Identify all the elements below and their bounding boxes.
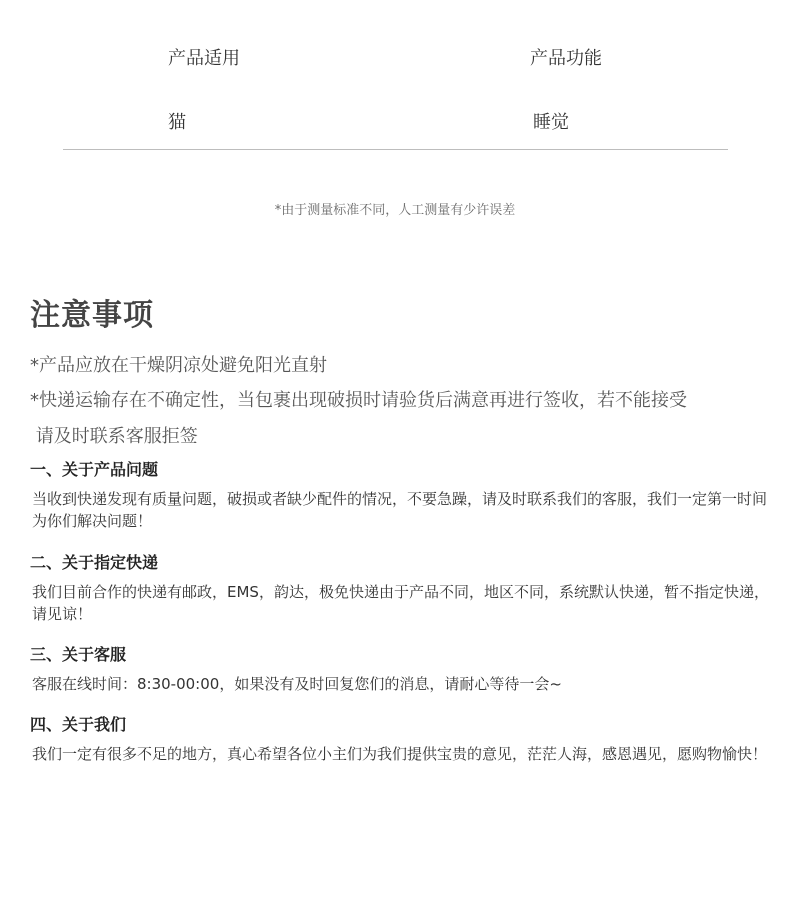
section-heading-product: 一、关于产品问题 <box>30 460 159 479</box>
section-heading-about: 四、关于我们 <box>30 715 127 734</box>
spec-value-applicable: 猫 <box>168 112 186 133</box>
spec-value-function: 睡觉 <box>533 112 569 133</box>
measurement-footnote: *由于测量标准不同，人工测量有少许误差 <box>274 203 516 218</box>
notice-line-shipping: *快递运输存在不确定性，当包裹出现破损时请验货后满意再进行签收，若不能接受 <box>30 390 687 411</box>
section-body-product: 当收到快递发现有质量问题，破损或者缺少配件的情况，不要急躁，请及时联系我们的客服，我们一定第一时间为你们解决问题！ <box>32 490 768 530</box>
section-heading-courier: 二、关于指定快递 <box>30 553 159 572</box>
section-heading-service: 三、关于客服 <box>30 645 127 664</box>
notice-line-storage: *产品应放在干燥阴凉处避免阳光直射 <box>30 355 327 376</box>
specs-divider <box>63 149 728 150</box>
section-body-about: 我们一定有很多不足的地方，真心希望各位小主们为我们提供宝贵的意见，茫茫人海，感恩遇见，愿购物愉快！ <box>32 745 768 763</box>
section-body-service: 客服在线时间：8:30-00:00，如果没有及时回复您们的消息，请耐心等待一会~ <box>32 675 562 693</box>
spec-label-function: 产品功能 <box>530 48 602 69</box>
section-body-courier: 我们目前合作的快递有邮政，EMS，韵达，极免快递由于产品不同，地区不同，系统默认快递，暂不指定快递，请见谅！ <box>32 583 769 623</box>
notice-line-reject: 请及时联系客服拒签 <box>30 426 198 447</box>
notice-title: 注意事项 <box>30 298 154 333</box>
spec-label-applicable: 产品适用 <box>168 48 240 69</box>
